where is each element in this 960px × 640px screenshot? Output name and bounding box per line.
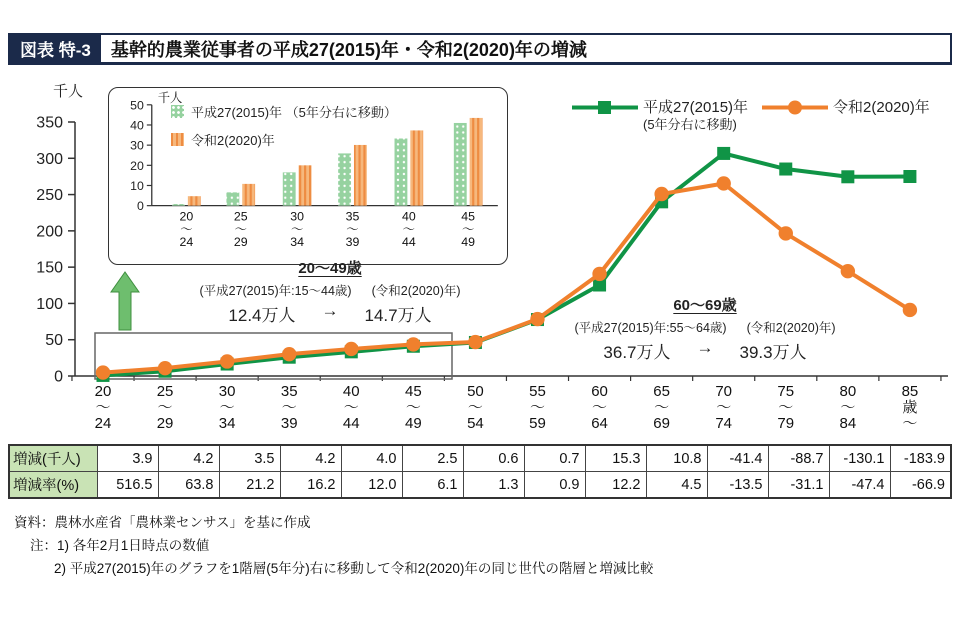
data-point-r2: [903, 303, 917, 317]
inset-y-tick-label: 10: [130, 178, 144, 193]
annotation-20-49: [165, 257, 495, 326]
inset-bar-h27: [454, 123, 467, 206]
inset-y-tick-label: 0: [136, 199, 144, 214]
x-category-label: 65 ～ 69: [653, 383, 670, 432]
table-cell: 12.0: [341, 472, 402, 499]
x-category-label: 45 ～ 49: [405, 383, 422, 432]
y-axis-unit-label: 千人: [52, 83, 84, 100]
inset-legend-swatch-h27-icon: [171, 105, 184, 118]
inset-bar-r2: [354, 145, 367, 206]
table-cell: 2.5: [402, 445, 463, 472]
y-tick-label: 300: [36, 150, 63, 168]
x-category-label: 40 ～ 44: [342, 383, 360, 432]
table-cell: 15.3: [585, 445, 646, 472]
data-point-r2: [654, 187, 668, 201]
legend-marker-r2-circle-icon: [762, 100, 828, 115]
table-cell: -183.9: [890, 445, 951, 472]
annotation-arrow: →: [321, 301, 339, 320]
legend-marker-h27-square-icon: [572, 100, 638, 115]
y-tick-label: 350: [36, 114, 63, 132]
table-cell: 4.2: [280, 445, 341, 472]
legend-note-h27: (5年分右に移動): [643, 117, 737, 132]
table-cell: 12.2: [585, 472, 646, 499]
x-category-label: 80 ～ 84: [839, 383, 857, 432]
source-note: 資料：農林水産省「農林業センサス」を基に作成: [14, 515, 311, 530]
inset-bar-h27: [172, 204, 185, 206]
table-cell: -66.9: [890, 472, 951, 499]
x-category-label: 20 ～ 24: [94, 383, 112, 432]
table-cell: 0.7: [524, 445, 585, 472]
y-tick-label: 100: [36, 295, 63, 313]
y-tick-label: 250: [36, 187, 63, 205]
annotation-value-before: 36.7万人: [603, 343, 671, 362]
inset-bar-r2: [470, 118, 483, 206]
x-category-label: 70 ～ 74: [715, 383, 733, 432]
annotation-values: [165, 301, 495, 326]
data-point-r2: [779, 226, 793, 240]
data-point-r2: [841, 264, 855, 278]
x-category-label: 60 ～ 64: [591, 383, 608, 432]
table-cell: 16.2: [280, 472, 341, 499]
legend-label-h27: 平成27(2015)年: [643, 99, 749, 116]
chart-legend: [572, 99, 930, 133]
inset-x-category-label: 40 ～ 44: [401, 209, 416, 250]
annotation-values: [545, 338, 865, 363]
table-row: [9, 472, 951, 499]
table-cell: -41.4: [707, 445, 768, 472]
data-point-r2: [406, 337, 420, 351]
y-tick-label: 0: [54, 368, 63, 386]
data-point-r2: [592, 267, 606, 281]
data-point-r2: [344, 342, 358, 356]
x-category-label: 35 ～ 39: [280, 383, 298, 432]
table-cell: 1.3: [463, 472, 524, 499]
annotation-60-69: [545, 294, 865, 363]
x-category-label: 50 ～ 54: [467, 383, 484, 432]
y-tick-label: 150: [36, 259, 63, 277]
y-tick-label: 50: [45, 332, 63, 350]
inset-legend-label-r2: 令和2(2020)年: [191, 133, 275, 148]
inset-x-category-label: 25 ～ 29: [233, 209, 248, 250]
table-row-header: 増減(千人): [9, 445, 97, 472]
data-point-h27: [779, 163, 792, 176]
annotation-heading: 60～69歳: [673, 297, 737, 314]
annotation-labels: [545, 318, 865, 336]
data-point-r2: [468, 335, 482, 349]
inset-bar-h27: [226, 192, 239, 205]
figure-title-bar: [8, 33, 952, 65]
figure-number-badge: 図表 特-3: [10, 35, 101, 62]
x-category-label: 75 ～ 79: [777, 383, 795, 432]
annotation-value-after: 39.3万人: [739, 343, 807, 362]
figure-title: 基幹的農業従事者の平成27(2015)年・令和2(2020)年の増減: [110, 39, 587, 60]
data-point-h27: [841, 170, 854, 183]
legend-label-h27-block: [643, 99, 748, 133]
inset-y-tick-label: 20: [130, 158, 144, 173]
annotation-labels: [165, 281, 495, 299]
inset-y-tick-label: 30: [130, 138, 144, 153]
data-point-h27: [903, 170, 916, 183]
x-category-label: 85 歳～: [901, 383, 919, 432]
footnote-1: 注：1) 各年2月1日時点の数値: [30, 538, 210, 553]
inset-legend-item-h27: [171, 102, 397, 121]
footnote-2: 2) 平成27(2015)年のグラフを1階層(5年分)右に移動して令和2(2020)年の同じ世代の階層と増減比較: [54, 561, 654, 576]
table-cell: -13.5: [707, 472, 768, 499]
table-cell: 516.5: [97, 472, 158, 499]
table-cell: 4.0: [341, 445, 402, 472]
table-row-header: 増減率(%): [9, 472, 97, 499]
inset-y-axis-unit-label: 千人: [157, 90, 183, 105]
table-row: [9, 445, 951, 472]
data-point-r2: [158, 361, 172, 375]
inset-x-category-label: 30 ～ 34: [290, 209, 304, 250]
inset-legend-label-h27: 平成27(2015)年 （5年分右に移動）: [191, 105, 397, 120]
x-category-label: 55 ～ 59: [529, 383, 546, 432]
legend-item-r2: [762, 99, 930, 116]
table-cell: 6.1: [402, 472, 463, 499]
data-point-r2: [717, 176, 731, 190]
y-tick-label: 200: [36, 223, 63, 241]
x-category-label: 25 ～ 29: [156, 383, 174, 432]
inset-bar-r2: [299, 165, 312, 205]
change-data-table: [8, 444, 952, 499]
inset-x-category-label: 20 ～ 24: [179, 209, 194, 250]
inset-y-tick-label: 40: [130, 118, 144, 133]
annotation-label-after: (令和2(2020)年): [371, 284, 461, 298]
table-cell: 0.9: [524, 472, 585, 499]
table-cell: 3.5: [219, 445, 280, 472]
table-cell: -31.1: [768, 472, 829, 499]
annotation-label-before: (平成27(2015)年:55～64歳): [574, 321, 727, 335]
annotation-arrow: →: [696, 338, 714, 357]
table-cell: 4.5: [646, 472, 707, 499]
table-cell: 21.2: [219, 472, 280, 499]
table-cell: 63.8: [158, 472, 219, 499]
inset-bar-r2: [188, 196, 201, 205]
inset-bar-r2: [242, 184, 255, 206]
legend-item-h27: [572, 99, 748, 133]
inset-bar-r2: [410, 130, 423, 205]
table-cell: 10.8: [646, 445, 707, 472]
x-category-label: 30 ～ 34: [218, 383, 236, 432]
inset-y-tick-label: 50: [130, 98, 144, 113]
annotation-label-before: (平成27(2015)年:15～44歳): [199, 284, 352, 298]
table-cell: -47.4: [829, 472, 890, 499]
table-cell: -130.1: [829, 445, 890, 472]
table-cell: 3.9: [97, 445, 158, 472]
legend-label-r2: 令和2(2020)年: [833, 99, 930, 116]
annotation-value-before: 12.4万人: [228, 306, 296, 325]
inset-x-category-label: 35 ～ 39: [345, 209, 360, 250]
data-point-h27: [717, 147, 730, 160]
annotation-heading: 20～49歳: [298, 260, 362, 277]
annotation-value-after: 14.7万人: [364, 306, 432, 325]
data-point-r2: [96, 365, 110, 379]
annotation-label-after: (令和2(2020)年): [746, 321, 836, 335]
data-point-r2: [530, 312, 544, 326]
zoom-arrow-icon: [111, 272, 139, 330]
data-point-r2: [220, 354, 234, 368]
inset-legend-item-r2: [171, 130, 397, 149]
table-cell: -88.7: [768, 445, 829, 472]
inset-bar-h27: [338, 153, 351, 205]
inset-legend-swatch-r2-icon: [171, 133, 184, 146]
inset-legend: [171, 102, 397, 149]
data-point-r2: [282, 347, 296, 361]
inset-bar-h27: [283, 172, 296, 205]
inset-bar-chart-panel: [108, 87, 508, 265]
change-table: [8, 444, 952, 499]
table-cell: 0.6: [463, 445, 524, 472]
table-cell: 4.2: [158, 445, 219, 472]
inset-x-category-label: 45 ～ 49: [461, 209, 476, 250]
